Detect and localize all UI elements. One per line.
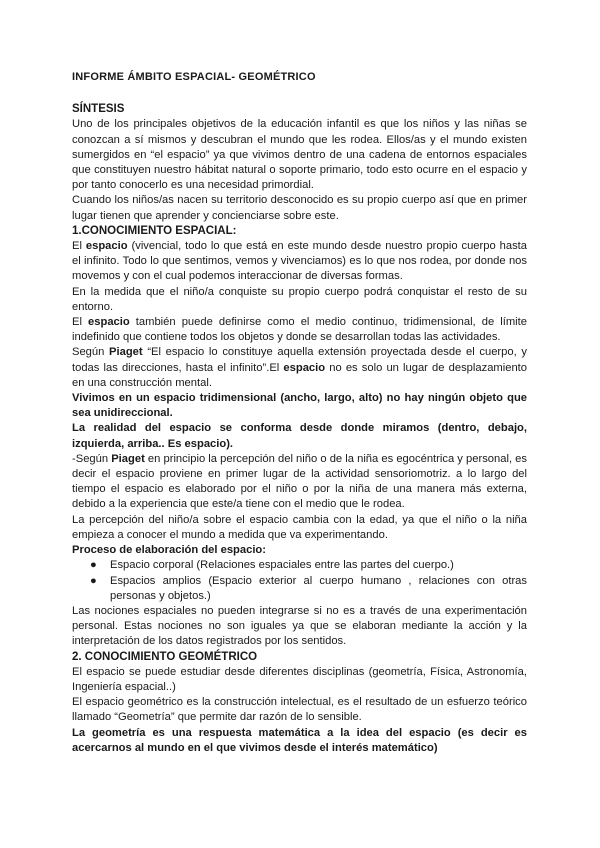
section-1-paragraph-7: Las nociones espaciales no pueden integrarse si no es a través de una experimentación personal. Estas nociones no son iguales ya que se elaboran mediante la acción y la interpretación de los datos registrados por los sentidos. <box>72 604 527 648</box>
bold-term: espacio <box>88 316 130 329</box>
section-1-paragraph-2: En la medida que el niño/a conquiste su propio cuerpo podrá conquistar el resto de su entorno. <box>72 285 527 313</box>
section-2-heading: 2. CONOCIMIENTO GEOMÉTRICO <box>72 650 258 663</box>
bold-term: Piaget <box>111 452 145 465</box>
list-item-text: Espacio corporal (Relaciones espaciales entre las partes del cuerpo.) <box>110 559 454 572</box>
text-run: El <box>72 316 89 329</box>
text-run: El <box>72 240 86 253</box>
bold-term: espacio <box>85 240 128 253</box>
text-run: “El espacio lo constituye aquella extensión proyectada desde el cuerpo, y todas las direcciones, hasta el infinito”.El <box>72 346 527 374</box>
section-2-bold-statement: La geometría es una respuesta matemática a la idea del espacio (es decir es acercarnos al mundo en el que vivimos desde el interés matemático) <box>72 726 527 754</box>
bold-term: espacio <box>283 361 326 374</box>
bullet-icon: ● <box>90 574 97 587</box>
bold-term: Piaget <box>109 346 143 359</box>
process-list <box>72 558 527 604</box>
section-1-paragraph-5 <box>72 452 527 513</box>
text-run: -Según <box>72 452 112 465</box>
text-run: no es solo un lugar de desplazamiento en una construcción mental. <box>72 361 527 389</box>
list-item <box>90 558 527 573</box>
sintesis-paragraph-2: Cuando los niños/as nacen su territorio desconocido es su propio cuerpo así que en primer lugar tienen que aprender y concienciarse sobre este. <box>72 194 527 222</box>
bullet-icon: ● <box>90 559 97 572</box>
section-1-paragraph-4 <box>72 345 527 391</box>
sintesis-heading: SÍNTESIS <box>72 103 125 116</box>
section-1-paragraph-6: La percepción del niño/a sobre el espacio cambia con la edad, ya que el niño o la niña empieza a conocer el mundo a medida que va experimentando. <box>72 513 527 541</box>
process-heading: Proceso de elaboración del espacio: <box>72 544 266 557</box>
text-run: también puede definirse como el medio continuo, tridimensional, de límite indefinido que contiene todos los objetos y donde se desarrollan todas las actividades. <box>72 316 527 344</box>
document-title: INFORME ÁMBITO ESPACIAL- GEOMÉTRICO <box>72 71 316 83</box>
section-1-paragraph-1 <box>72 239 527 285</box>
section-2-paragraph-2: El espacio geométrico es la construcción intelectual, es el resultado de un esfuerzo teórico llamado “Geometría” que permite dar razón de lo sensible. <box>72 696 527 724</box>
list-item <box>90 574 527 604</box>
section-1-bold-statement-2: La realidad del espacio se conforma desde donde miramos (dentro, debajo, izquierda, arriba.. Es espacio). <box>72 422 527 450</box>
text-run: Según <box>72 346 110 359</box>
section-1-heading: 1.CONOCIMIENTO ESPACIAL: <box>72 224 237 237</box>
sintesis-paragraph-1: Uno de los principales objetivos de la educación infantil es que los niños y las niñas se conozcan a sí mismos y descubran el mundo que les rodea. Ellos/as y el mundo existen sumergidos en “el espacio” ya que vivimos dentro de una cadena de entornos espaciales que constituyen nuestro hábitat natural o soporte primario, todo esto ocurre en el espacio y por tanto conocerlo es una necesidad primordial. <box>72 118 527 192</box>
list-item-text: Espacios amplios (Espacio exterior al cuerpo humano , relaciones con otras personas y objetos.) <box>110 574 527 602</box>
section-1-bold-statement-1: Vivimos en un espacio tridimensional (ancho, largo, alto) no hay ningún objeto que sea unidireccional. <box>72 392 527 420</box>
document-body <box>72 70 527 756</box>
text-run: en principio la percepción del niño o de la niña es egocéntrica y personal, es decir el espacio proviene en primer lugar de la actividad sensoriomotriz. a lo largo del tiempo el espacio es elaborado por el niño o por la niña de una manera más externa, debido a la experiencia que este/a tiene con el medio que le rodea. <box>72 452 527 511</box>
text-run: (vivencial, todo lo que está en este mundo desde nuestro propio cuerpo hasta el infinito. Todo lo que sentimos, vemos y vivenciamos) es lo que nos rodea, por donde nos movemos y con el cual podemos interaccionar de diversas formas. <box>72 240 527 283</box>
section-1-paragraph-3 <box>72 315 527 345</box>
section-2-paragraph-1: El espacio se puede estudiar desde diferentes disciplinas (geometría, Física, Astronomía, Ingeniería espacial..) <box>72 665 527 693</box>
